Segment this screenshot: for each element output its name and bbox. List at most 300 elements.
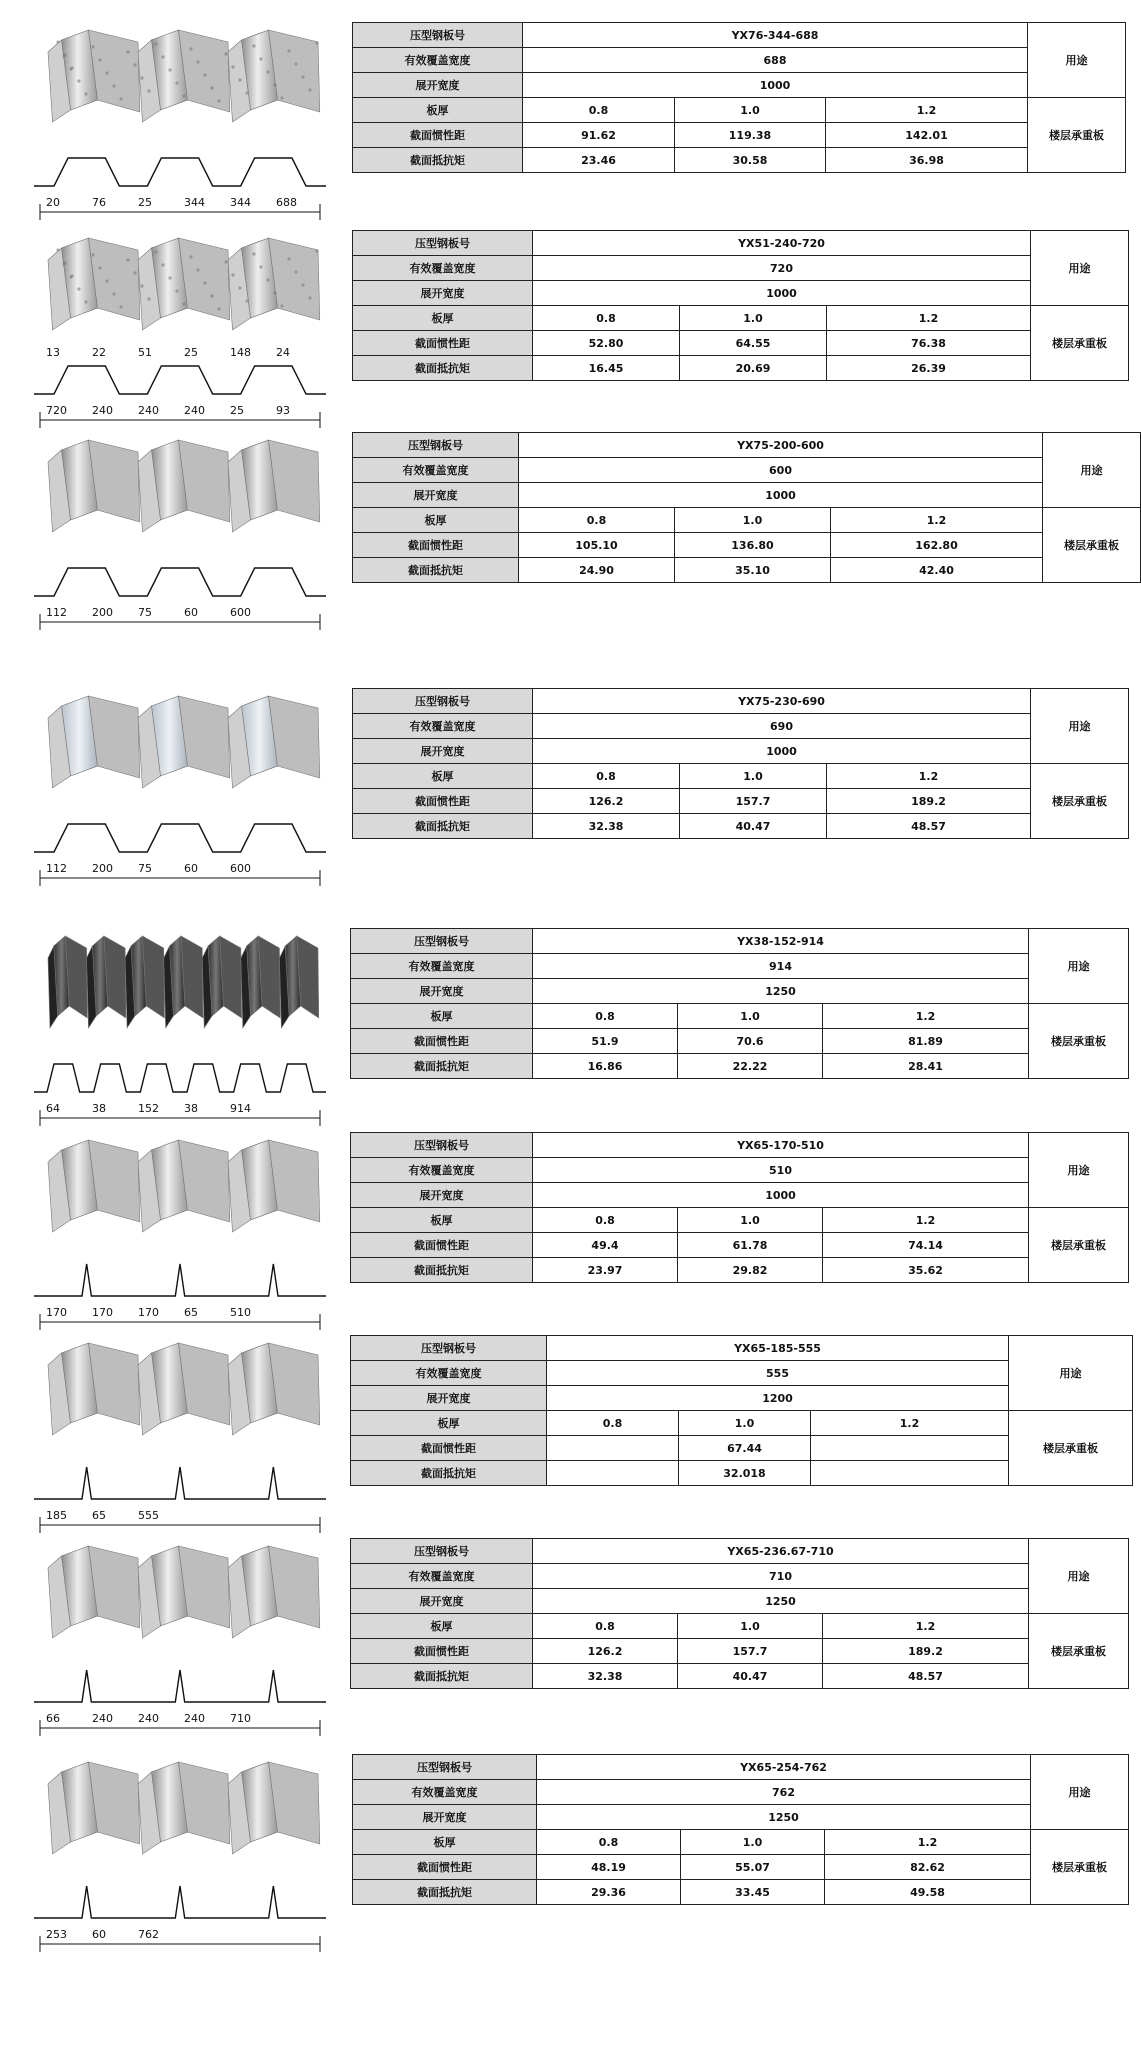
thickness-value: 1.2 [823,1004,1029,1029]
row-unfold-width [351,979,1129,1004]
usage-value: 楼层承重板 [1029,1614,1129,1689]
product-block [0,230,1108,430]
cover-width-label: 有效覆盖宽度 [351,1361,547,1386]
product-illustration [28,928,340,1128]
inertia-label: 截面惯性距 [353,331,533,356]
row-unfold-width [351,1183,1129,1208]
unfold-width-value: 1250 [537,1805,1031,1830]
product-illustration [28,1538,340,1738]
inertia-value: 91.62 [523,123,675,148]
dimension-label: 22 [92,346,106,359]
thickness-label: 板厚 [353,98,523,123]
inertia-value: 105.10 [519,533,675,558]
resistance-value: 20.69 [680,356,827,381]
resistance-value: 40.47 [678,1664,823,1689]
row-model [351,1133,1129,1158]
cover-width-value: 555 [547,1361,1009,1386]
row-model [351,1336,1133,1361]
inertia-label: 截面惯性距 [353,789,533,814]
row-resistance [353,1880,1129,1905]
inertia-label: 截面惯性距 [351,1233,533,1258]
model-value: YX65-236.67-710 [533,1539,1029,1564]
model-label: 压型钢板号 [353,689,533,714]
spec-table [352,1754,1129,1905]
profile-drawing [34,1064,326,1126]
dimension-label: 25 [184,346,198,359]
resistance-value: 16.86 [533,1054,678,1079]
resistance-value: 32.38 [533,814,680,839]
row-model [351,929,1129,954]
dimension-label: 170 [138,1306,159,1319]
cover-width-value: 914 [533,954,1029,979]
model-label: 压型钢板号 [353,23,523,48]
resistance-value: 40.47 [680,814,827,839]
resistance-value: 48.57 [823,1664,1029,1689]
dimension-label: 75 [138,606,152,619]
dimension-label: 38 [92,1102,106,1115]
dimension-label: 914 [230,1102,251,1115]
thickness-value: 1.0 [680,764,827,789]
dimension-label: 555 [138,1509,159,1522]
thickness-value: 0.8 [533,1004,678,1029]
thickness-value: 0.8 [537,1830,681,1855]
unfold-width-label: 展开宽度 [353,739,533,764]
row-cover-width [351,1158,1129,1183]
unfold-width-value: 1000 [519,483,1043,508]
dimension-label: 60 [92,1928,106,1941]
row-unfold-width [353,73,1126,98]
thickness-value: 0.8 [533,306,680,331]
thickness-value: 0.8 [533,764,680,789]
resistance-label: 截面抵抗矩 [353,558,519,583]
profile-drawing [34,346,326,428]
product-illustration [28,432,340,632]
usage-header: 用途 [1031,231,1129,306]
dimension-label: 688 [276,196,297,209]
profile-drawing [34,1264,326,1330]
thickness-label: 板厚 [353,508,519,533]
row-resistance [353,356,1129,381]
row-model [353,1755,1129,1780]
resistance-value [811,1461,1009,1486]
thickness-value: 0.8 [533,1208,678,1233]
product-block [0,928,1107,1128]
row-inertia [353,789,1129,814]
usage-header: 用途 [1031,1755,1129,1830]
dimension-label: 76 [92,196,106,209]
inertia-label: 截面惯性距 [351,1029,533,1054]
resistance-value: 33.45 [681,1880,825,1905]
steel-deck-image [48,440,320,532]
dimension-label: 240 [138,1712,159,1725]
dimension-label: 762 [138,1928,159,1941]
dimension-label: 60 [184,606,198,619]
steel-deck-image [48,1343,320,1435]
cover-width-label: 有效覆盖宽度 [353,458,519,483]
model-value: YX76-344-688 [523,23,1028,48]
row-inertia [353,123,1126,148]
row-inertia [353,1855,1129,1880]
usage-header: 用途 [1043,433,1141,508]
inertia-label: 截面惯性距 [351,1639,533,1664]
thickness-value: 1.0 [678,1614,823,1639]
row-model [351,1539,1129,1564]
model-value: YX65-185-555 [547,1336,1009,1361]
inertia-value: 52.80 [533,331,680,356]
usage-header: 用途 [1029,1539,1129,1614]
dimension-label: 170 [46,1306,67,1319]
model-value: YX75-200-600 [519,433,1043,458]
unfold-width-label: 展开宽度 [351,979,533,1004]
resistance-value: 32.018 [679,1461,811,1486]
dimension-label: 65 [184,1306,198,1319]
thickness-value: 1.2 [823,1614,1029,1639]
dimension-label: 240 [92,404,113,417]
dimension-label: 60 [184,862,198,875]
thickness-value: 0.8 [523,98,675,123]
unfold-width-value: 1000 [533,739,1031,764]
inertia-value: 70.6 [678,1029,823,1054]
resistance-label: 截面抵抗矩 [351,1258,533,1283]
dimension-label: 240 [138,404,159,417]
product-block [0,1538,1106,1738]
resistance-value: 48.57 [827,814,1031,839]
dimension-label: 25 [138,196,152,209]
spec-table [352,432,1141,583]
profile-drawing [34,568,326,630]
spec-table [350,1132,1129,1283]
row-resistance [353,148,1126,173]
unfold-width-value: 1000 [533,1183,1029,1208]
unfold-width-label: 展开宽度 [353,483,519,508]
dimension-label: 64 [46,1102,60,1115]
dimension-label: 148 [230,346,251,359]
dimension-label: 13 [46,346,60,359]
row-thickness [351,1614,1129,1639]
row-thickness [353,508,1141,533]
usage-value: 楼层承重板 [1029,1208,1129,1283]
product-illustration [28,1132,340,1332]
inertia-value: 67.44 [679,1436,811,1461]
thickness-value: 1.2 [826,98,1028,123]
row-cover-width [353,48,1126,73]
model-value: YX51-240-720 [533,231,1031,256]
resistance-value: 42.40 [831,558,1043,583]
model-value: YX75-230-690 [533,689,1031,714]
row-resistance [351,1054,1129,1079]
dimension-label: 38 [184,1102,198,1115]
inertia-value: 189.2 [827,789,1031,814]
cover-width-value: 690 [533,714,1031,739]
row-cover-width [353,256,1129,281]
inertia-value: 48.19 [537,1855,681,1880]
dimension-label: 720 [46,404,67,417]
row-inertia [351,1029,1129,1054]
cover-width-value: 720 [533,256,1031,281]
row-thickness [353,1830,1129,1855]
row-thickness [353,98,1126,123]
inertia-value: 126.2 [533,789,680,814]
inertia-value: 119.38 [675,123,826,148]
row-cover-width [353,1780,1129,1805]
row-resistance [351,1664,1129,1689]
resistance-value: 36.98 [826,148,1028,173]
resistance-value: 49.58 [825,1880,1031,1905]
thickness-value: 1.0 [681,1830,825,1855]
resistance-label: 截面抵抗矩 [351,1664,533,1689]
thickness-label: 板厚 [353,764,533,789]
row-inertia [353,533,1141,558]
cover-width-label: 有效覆盖宽度 [353,48,523,73]
model-label: 压型钢板号 [353,433,519,458]
dimension-label: 240 [92,1712,113,1725]
unfold-width-label: 展开宽度 [351,1183,533,1208]
resistance-label: 截面抵抗矩 [353,148,523,173]
inertia-value: 189.2 [823,1639,1029,1664]
thickness-value: 1.0 [679,1411,811,1436]
dimension-label: 152 [138,1102,159,1115]
inertia-value: 74.14 [823,1233,1029,1258]
inertia-label: 截面惯性距 [353,123,523,148]
dimension-label: 240 [184,1712,205,1725]
dimension-label: 240 [184,404,205,417]
steel-deck-image [48,1762,320,1854]
profile-drawing [34,1467,326,1533]
thickness-value: 1.0 [675,508,831,533]
product-block [0,1132,1107,1332]
cover-width-label: 有效覆盖宽度 [351,1564,533,1589]
thickness-value: 1.2 [823,1208,1029,1233]
unfold-width-label: 展开宽度 [353,1805,537,1830]
unfold-width-label: 展开宽度 [353,73,523,98]
dimension-label: 600 [230,606,251,619]
inertia-value: 157.7 [678,1639,823,1664]
usage-value: 楼层承重板 [1031,1830,1129,1905]
row-inertia [351,1233,1129,1258]
thickness-label: 板厚 [353,306,533,331]
resistance-value: 35.62 [823,1258,1029,1283]
usage-header: 用途 [1028,23,1126,98]
steel-deck-image [48,1140,320,1232]
thickness-label: 板厚 [351,1208,533,1233]
resistance-value: 28.41 [823,1054,1029,1079]
resistance-value: 22.22 [678,1054,823,1079]
dimension-label: 253 [46,1928,67,1941]
profile-drawing [34,824,326,886]
resistance-value: 24.90 [519,558,675,583]
inertia-value [811,1436,1009,1461]
cover-width-label: 有效覆盖宽度 [351,954,533,979]
row-thickness [351,1208,1129,1233]
usage-header: 用途 [1031,689,1129,764]
inertia-value: 61.78 [678,1233,823,1258]
row-resistance [353,558,1141,583]
resistance-value: 29.82 [678,1258,823,1283]
steel-deck-image [48,1546,320,1638]
product-block [0,688,1108,888]
product-illustration [28,688,340,888]
usage-value: 楼层承重板 [1009,1411,1133,1486]
cover-width-value: 688 [523,48,1028,73]
inertia-value [547,1436,679,1461]
unfold-width-label: 展开宽度 [351,1386,547,1411]
unfold-width-value: 1200 [547,1386,1009,1411]
spec-table [352,22,1126,173]
row-unfold-width [353,281,1129,306]
row-resistance [351,1258,1129,1283]
inertia-value: 55.07 [681,1855,825,1880]
thickness-value: 1.0 [675,98,826,123]
dimension-label: 185 [46,1509,67,1522]
thickness-value: 0.8 [547,1411,679,1436]
thickness-value: 1.2 [825,1830,1031,1855]
inertia-value: 76.38 [827,331,1031,356]
resistance-value: 16.45 [533,356,680,381]
row-thickness [353,764,1129,789]
inertia-value: 157.7 [680,789,827,814]
inertia-value: 136.80 [675,533,831,558]
dimension-label: 25 [230,404,244,417]
dimension-label: 75 [138,862,152,875]
row-thickness [351,1411,1133,1436]
steel-deck-image [48,696,320,788]
row-model [353,231,1129,256]
usage-value: 楼层承重板 [1028,98,1126,173]
cover-width-label: 有效覆盖宽度 [353,714,533,739]
resistance-value: 32.38 [533,1664,678,1689]
row-model [353,23,1126,48]
row-unfold-width [353,739,1129,764]
thickness-value: 1.0 [678,1208,823,1233]
dimension-label: 20 [46,196,60,209]
dimension-label: 24 [276,346,290,359]
resistance-value: 35.10 [675,558,831,583]
unfold-width-label: 展开宽度 [353,281,533,306]
dimension-label: 200 [92,606,113,619]
thickness-value: 1.0 [680,306,827,331]
usage-value: 楼层承重板 [1043,508,1141,583]
row-unfold-width [353,1805,1129,1830]
row-inertia [353,331,1129,356]
unfold-width-value: 1000 [533,281,1031,306]
thickness-value: 1.2 [811,1411,1009,1436]
dimension-label: 112 [46,862,67,875]
steel-deck-image [48,30,320,122]
resistance-label: 截面抵抗矩 [351,1461,547,1486]
spec-table [352,688,1129,839]
dimension-label: 170 [92,1306,113,1319]
row-thickness [351,1004,1129,1029]
inertia-value: 51.9 [533,1029,678,1054]
dimension-label: 600 [230,862,251,875]
thickness-label: 板厚 [351,1004,533,1029]
dimension-label: 51 [138,346,152,359]
dimension-label: 112 [46,606,67,619]
dimension-label: 344 [230,196,251,209]
resistance-value: 29.36 [537,1880,681,1905]
inertia-label: 截面惯性距 [353,533,519,558]
cover-width-label: 有效覆盖宽度 [353,256,533,281]
usage-header: 用途 [1029,929,1129,1004]
model-label: 压型钢板号 [351,1539,533,1564]
dimension-label: 93 [276,404,290,417]
resistance-label: 截面抵抗矩 [353,356,533,381]
profile-drawing [34,1886,326,1952]
cover-width-value: 510 [533,1158,1029,1183]
usage-value: 楼层承重板 [1031,764,1129,839]
cover-width-value: 600 [519,458,1043,483]
row-model [353,689,1129,714]
model-label: 压型钢板号 [353,231,533,256]
thickness-value: 0.8 [519,508,675,533]
product-block [0,22,1105,222]
row-cover-width [353,458,1141,483]
thickness-value: 1.0 [678,1004,823,1029]
thickness-value: 1.2 [827,306,1031,331]
usage-value: 楼层承重板 [1029,1004,1129,1079]
row-cover-width [351,954,1129,979]
row-cover-width [353,714,1129,739]
dimension-label: 65 [92,1509,106,1522]
dimension-label: 344 [184,196,205,209]
spec-table [352,230,1129,381]
profile-drawing [34,1670,326,1736]
inertia-value: 49.4 [533,1233,678,1258]
usage-header: 用途 [1029,1133,1129,1208]
model-value: YX65-254-762 [537,1755,1031,1780]
resistance-label: 截面抵抗矩 [351,1054,533,1079]
inertia-label: 截面惯性距 [353,1855,537,1880]
cover-width-label: 有效覆盖宽度 [353,1780,537,1805]
unfold-width-value: 1250 [533,979,1029,1004]
product-block [0,432,1120,632]
cover-width-value: 762 [537,1780,1031,1805]
thickness-value: 1.2 [831,508,1043,533]
spec-table [350,1335,1133,1486]
product-illustration [28,1754,340,1954]
row-thickness [353,306,1129,331]
spec-table [350,928,1129,1079]
steel-deck-image [48,936,319,1028]
inertia-value: 126.2 [533,1639,678,1664]
model-label: 压型钢板号 [351,929,533,954]
thickness-label: 板厚 [351,1411,547,1436]
model-value: YX38-152-914 [533,929,1029,954]
thickness-label: 板厚 [353,1830,537,1855]
profile-drawing [34,158,326,220]
row-inertia [351,1639,1129,1664]
row-resistance [353,814,1129,839]
resistance-value: 23.46 [523,148,675,173]
resistance-value [547,1461,679,1486]
dimension-label: 510 [230,1306,251,1319]
unfold-width-label: 展开宽度 [351,1589,533,1614]
thickness-label: 板厚 [351,1614,533,1639]
thickness-value: 0.8 [533,1614,678,1639]
row-cover-width [351,1564,1129,1589]
model-value: YX65-170-510 [533,1133,1029,1158]
product-block [0,1754,1108,1954]
model-label: 压型钢板号 [351,1336,547,1361]
inertia-value: 64.55 [680,331,827,356]
product-illustration [28,230,340,430]
dimension-label: 200 [92,862,113,875]
dimension-label: 710 [230,1712,251,1725]
inertia-value: 81.89 [823,1029,1029,1054]
inertia-value: 142.01 [826,123,1028,148]
resistance-value: 23.97 [533,1258,678,1283]
model-label: 压型钢板号 [353,1755,537,1780]
